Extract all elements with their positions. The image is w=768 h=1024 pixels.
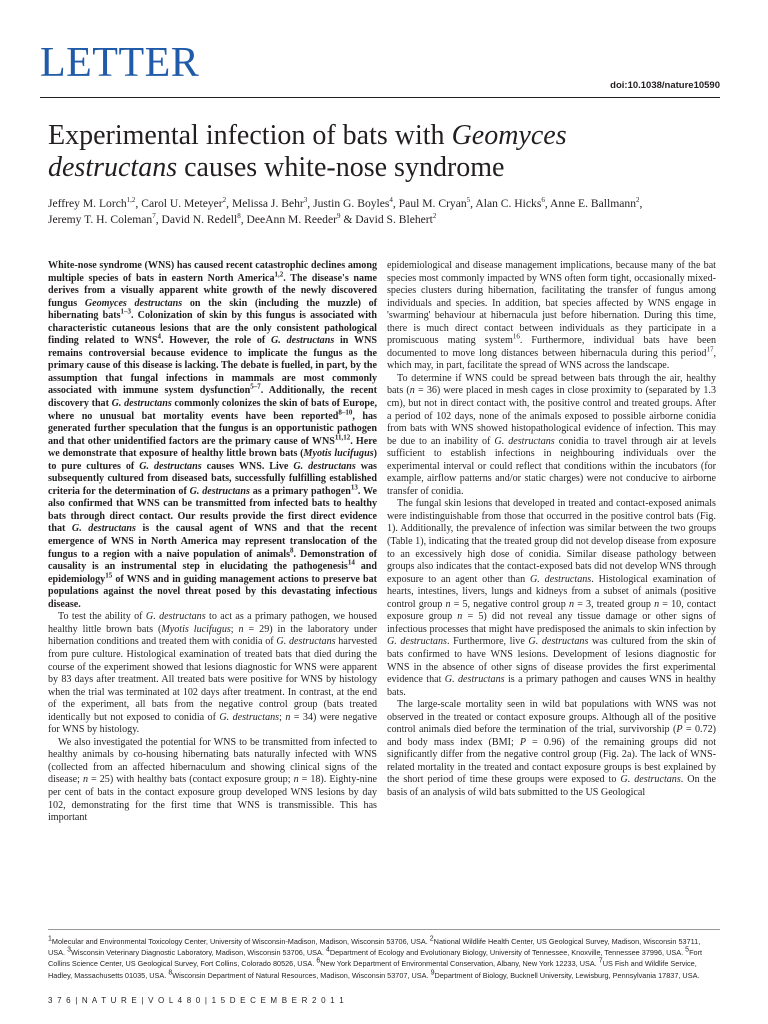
left-column (48, 260, 377, 825)
author-name: DeeAnn M. Reeder (246, 213, 337, 226)
text-run: = 36) were placed in mesh cages in close proximity to (separated by 1.3 cm), but not in direct contact with, the positive control and treated groups. After a period of 102 days, none of the animals exposed to possible airborne conidia from bats with WNS showed histopathological evidence of infection. This may be due to an inability of (387, 385, 716, 447)
reference-superscript: 8 (290, 546, 294, 555)
author-affiliation: 2 (432, 212, 437, 221)
text-run: ) to pure cultures of (48, 448, 377, 472)
author-affiliation: 2 (222, 196, 227, 205)
text-run: Department of Ecology and Evolutionary Biology, University of Tennessee, Knoxville, Tennessee 37996, USA. (329, 948, 686, 958)
text-run: To determine if WNS could be spread between bats through the air, healthy bats ( (387, 372, 716, 397)
header-rule (40, 97, 720, 98)
reference-superscript: 15 (105, 571, 113, 580)
reference-superscript: 8–10 (338, 408, 353, 417)
italic-term: n (409, 385, 415, 397)
text-run: ; (230, 623, 239, 635)
italic-term: n (82, 774, 89, 786)
text-run: . Demonstration of causality is an instrumental step in elucidating the pathogenesis (48, 548, 377, 573)
affiliation-footnotes (48, 936, 718, 981)
author-name: David N. Redell (161, 213, 238, 226)
reference-superscript: 11,12 (334, 433, 351, 442)
italic-term: G. destructans (71, 523, 136, 535)
italic-term: G. destructans (494, 435, 555, 447)
reference-superscript: 1–3 (120, 307, 132, 316)
title-part: destructans (48, 152, 178, 183)
text-run: . Furthermore, individual bats have been documented to move long distances between hibernacula during this period (387, 335, 716, 359)
body-paragraph (48, 611, 377, 736)
reference-superscript: 7 (598, 957, 603, 965)
text-run: conidia to travel through air at levels sufficient to establish infections in neighbouring individuals over the experimental interval or could reflect that conditions within the incubators (for example, airflow patterns and/or static charges) were not conducive to airborne transfer of conidia. (387, 435, 717, 497)
text-run: Department of Biology, Bucknell University, Lewisburg, Pennsylvania 17837, USA. (434, 970, 700, 980)
italic-term: Geomyces destructans (84, 297, 183, 309)
author-name: David S. Blehert (355, 213, 433, 226)
text-run: = 5, negative control group (450, 598, 569, 610)
title-part: Geomyces (451, 120, 567, 151)
section-label: LETTER (40, 40, 200, 86)
text-run: as a primary pathogen (249, 485, 351, 497)
text-run: in WNS remains controversial because evidence to implicate the fungus as the primary cause of this disease is lacking. The debate is fuelled, in part, by the assumption that fungal infections in mammals are most commonly associated with immune system dysfunction (48, 335, 377, 397)
doi[interactable]: doi:10.1038/nature10590 (610, 80, 720, 91)
text-run: epidemiological and disease management implications, because many of the bat species most commonly impacted by WNS often form tight, occasionally mixed-species clusters during hibernation, facilitating the transfer of fungus among individuals and species. In addition, bat species affected by WNS engage in 'swarming' behaviour at hibernacula just before hibernation. During this time, there is much direct contact between individuals as they participate in a promiscuous mating system (387, 260, 716, 347)
text-run: and epidemiology (48, 561, 377, 585)
author-name: Paul M. Cryan (398, 197, 467, 210)
text-run: of WNS and in guiding management actions to preserve bat populations against the novel threat posed by this devastating infectious disease. (48, 573, 377, 610)
text-run: harvested from pure culture. Histological examination of treated bats that died during the course of the experiment showed that lesions diagnostic for WNS were apparent by 83 days after treatment. All treated bats were positive for WNS by histology when the trial was terminated at 102 days after treatment. In contrast, at the end of the experiment, all bats from the negative control group (bats treated identically but not exposed to conidia of (48, 636, 377, 723)
author-name: Melissa J. Behr (231, 197, 304, 210)
reference-superscript: 1 (48, 935, 52, 943)
text-run: Fort Collins Science Center, US Geological Survey, Fort Collins, Colorado 80526, USA. (48, 948, 703, 969)
italic-term: G. destructans (387, 636, 447, 648)
text-run: commonly colonizes the skin of bats of Europe, where no unusual bat mortality events have been reported (48, 398, 378, 422)
italic-term: G. destructans (189, 485, 250, 497)
text-run: ; (279, 711, 286, 723)
body-paragraph (387, 699, 716, 799)
text-run: . The disease's name derives from a visually apparent white growth of the newly discovered fungus (48, 272, 377, 309)
author-affiliation: 7 (152, 212, 156, 221)
author-affiliation: 3 (303, 196, 308, 205)
article-title (48, 120, 728, 184)
text-run: = 25) with healthy bats (contact exposure group; (88, 774, 294, 786)
text-run: New York Department of Environmental Conservation, Albany, New York 12233, USA. (320, 959, 599, 969)
italic-term: n (285, 711, 291, 723)
italic-term: Myotis lucifugus (303, 448, 374, 460)
text-run: was cultured from the skin of bats confirmed to have WNS lesions. Development of lesions diagnostic for WNS in the absence of other signs of disease provides the first experimental evidence that (387, 636, 716, 686)
italic-term: G. destructans (530, 573, 592, 585)
italic-term: G. destructans (111, 398, 172, 410)
italic-term: G. destructans (139, 460, 202, 472)
reference-superscript: 3 (67, 946, 71, 954)
text-run: The large-scale mortality seen in wild bat populations with WNS was not observed in the treated or contact exposure groups. Although all of the positive control animals died before the termination of the trial, survivorship ( (387, 699, 716, 736)
text-run: to act as a primary pathogen, we housed healthy little brown bats ( (48, 611, 377, 635)
text-run: = 10, contact exposure group (387, 598, 717, 623)
text-run: Wisconsin Veterinary Diagnostic Laboratory, Madison, Wisconsin 53706, USA. (70, 948, 326, 958)
text-run: . Histological examination of hearts, intestines, livers, lungs and kidneys from a subset of animals (positive control group (387, 573, 716, 610)
text-run: was subsequently cultured from diseased bats, successfully fulfilling established criteria for the determination of (48, 460, 377, 497)
author-affiliation: 2 (636, 196, 640, 205)
author-name: Jeffrey M. Lorch (48, 197, 127, 210)
text-run: The fungal skin lesions that developed in treated and contact-exposed animals were indistinguishable from those that occurred in the positive control bats (Fig. 1). Additionally, the prevalence of infection was similar between the two groups (Table 1), indicating that the treated group did not develop disease from exposure to an excessively high dose of conidia. Similar disease pathology between groups also indicates that the contact-exposed bats did not develop WNS through exposure to an agent other than (387, 498, 716, 585)
reference-superscript: 17 (706, 345, 714, 354)
italic-term: G. destructans (620, 774, 681, 786)
author-list: Jeffrey M. Lorch$^{1,2}$, Carol U. Meteyer$^2$, Melissa J. Behr$^3$, Justin G. Boyles$^4$, Paul M. Cryan$^5$, Alan C. Hicks$^6$, Anne E. Ballmann$^2$, Jeremy T. H. Coleman$^7$, David N. Redell$^8$, DeeAnn M. Reeder$^9$ & David S. Blehert$^2$ (48, 196, 643, 226)
text-run: . However, the role of (160, 335, 271, 347)
reference-superscript: 1,2 (274, 270, 284, 279)
author-affiliation: 8 (237, 212, 241, 221)
italic-term: n (457, 611, 463, 623)
italic-term: n (238, 623, 244, 635)
text-run: is the causal agent of WNS and that the recent emergence of WNS in North America may represent translocation of the fungus to a region with a naive population of animals (48, 523, 377, 560)
italic-term: n (654, 598, 660, 610)
text-run: Molecular and Environmental Toxicology Center, University of Wisconsin-Madison, Madison, Wisconsin 53706, USA. (51, 937, 430, 946)
text-run: . Here we demonstrate that exposure of healthy little brown bats ( (48, 435, 377, 460)
text-run: . On the basis of an analysis of wild bats submitted to the US Geological (387, 774, 716, 798)
italic-term: n (569, 598, 575, 610)
text-run: = 18). Eighty-nine per cent of bats in the contact exposure group developed WNS lesions by day 102, demonstrating for the first time that WNS is transmissible. This has important (48, 774, 377, 824)
body-paragraph (387, 498, 716, 699)
italic-term: G. destructans (528, 636, 589, 648)
text-run: = 0.72) and body mass index (BMI; (387, 724, 716, 748)
text-run: causes WNS. Live (201, 460, 294, 472)
reference-superscript: 13 (350, 483, 358, 492)
text-run: . Furthermore, live (446, 636, 529, 648)
reference-superscript: 6 (316, 957, 321, 965)
title-part: causes white-nose syndrome (177, 152, 505, 183)
author-name: Justin G. Boyles (313, 197, 390, 210)
text-run: US Fish and Wildlife Service, Hadley, Massachusetts 01035, USA. (48, 959, 697, 980)
text-run: . Colonization of skin by this fungus is associated with characteristic cutaneous lesions that are the only consistent pathological finding related to WNS (48, 310, 377, 347)
text-run: . Additionally, the recent discovery that (48, 385, 377, 410)
text-run: , has generated further speculation that the fungus is an opportunistic pathogen and that other unidentified factors are the primary cause of WNS (48, 410, 377, 447)
abstract (48, 260, 377, 611)
text-run: National Wildlife Health Center, US Geological Survey, Madison, Wisconsin 53711, USA. (48, 937, 701, 958)
text-run: = 29) in the laboratory under hibernation conditions and treated them with conidia of (48, 623, 378, 648)
author-affiliation: 4 (389, 196, 393, 205)
reference-superscript: 5–7 (250, 383, 261, 392)
italic-term: G. destructans (444, 674, 505, 686)
text-run: = 5) did not reveal any tissue damage or other signs of infectious processes that might have predisposed the animals to skin infection by (387, 611, 716, 635)
text-run: To test the ability of (58, 611, 146, 623)
author-name: Anne E. Ballmann (550, 197, 636, 210)
italic-term: n (293, 774, 299, 786)
reference-superscript: 4 (325, 946, 330, 954)
italic-term: P (676, 724, 683, 736)
text-run: , which may, in part, facilitate the spread of WNS across the landscape. (387, 347, 716, 372)
reference-superscript: 16 (512, 332, 520, 341)
reference-superscript: 14 (347, 558, 355, 567)
text-run: = 34) were negative for WNS by histology. (48, 711, 377, 736)
author-affiliation: 1,2 (126, 196, 136, 205)
page-footer: 3 7 6 | N A T U R E | V O L 4 8 0 | 1 5 D E C E M B E R 2 0 1 1 (48, 996, 345, 1005)
footnote-rule (48, 929, 720, 930)
author-name: Alan C. Hicks (475, 197, 542, 210)
italic-term: n (445, 598, 451, 610)
right-column (387, 260, 716, 800)
body-paragraph (387, 373, 716, 498)
reference-superscript: 5 (685, 946, 690, 954)
reference-superscript: 4 (157, 332, 161, 341)
author-name: Jeremy T. H. Coleman (48, 213, 153, 226)
italic-term: Myotis lucifugus (161, 623, 231, 635)
text-run: White-nose syndrome (WNS) has caused recent catastrophic declines among multiple species of bats in eastern North America (48, 260, 377, 284)
text-run: Wisconsin Department of Natural Resources, Madison, Wisconsin 53707, USA. (172, 970, 431, 980)
author-name: Carol U. Meteyer (141, 197, 223, 210)
text-run: on the skin (including the muzzle) of hibernating bats (48, 297, 378, 322)
text-run: We also investigated the potential for WNS to be transmitted from infected to healthy animals by co-housing hibernating bats naturally infected with WNS (collected from an affected hibernaculum and showing clinical signs of the disease; (48, 736, 377, 786)
author-affiliation: 9 (336, 212, 341, 221)
text-run: = 3, treated group (574, 598, 655, 610)
italic-term: G. destructans (219, 711, 280, 723)
author-affiliation: 6 (541, 196, 545, 205)
body-paragraph (387, 260, 716, 373)
body-paragraph (48, 737, 377, 825)
italic-term: G. destructans (271, 335, 335, 347)
text-run: = 0.96) of the remaining groups did not significantly differ from the negative control group (Fig. 2a). The lack of WNS-related mortality in the treated and contact exposure groups is best explained by the short period of time these groups were exposed to (387, 736, 716, 786)
italic-term: P (519, 736, 526, 748)
reference-superscript: 8 (168, 969, 173, 977)
author-affiliation: 5 (466, 196, 471, 205)
reference-superscript: 2 (429, 935, 434, 943)
text-run: . We also confirmed that WNS can be transmitted from infected bats to healthy bats through direct contact. Our results provide the first direct evidence that (48, 485, 377, 535)
italic-term: G. destructans (293, 460, 356, 472)
text-run: is a primary pathogen and causes WNS in healthy bats. (387, 674, 716, 698)
title-part: Experimental infection of bats with (48, 120, 452, 151)
reference-superscript: 9 (430, 969, 435, 977)
italic-term: G. destructans (276, 636, 336, 648)
italic-term: G. destructans (145, 611, 206, 623)
